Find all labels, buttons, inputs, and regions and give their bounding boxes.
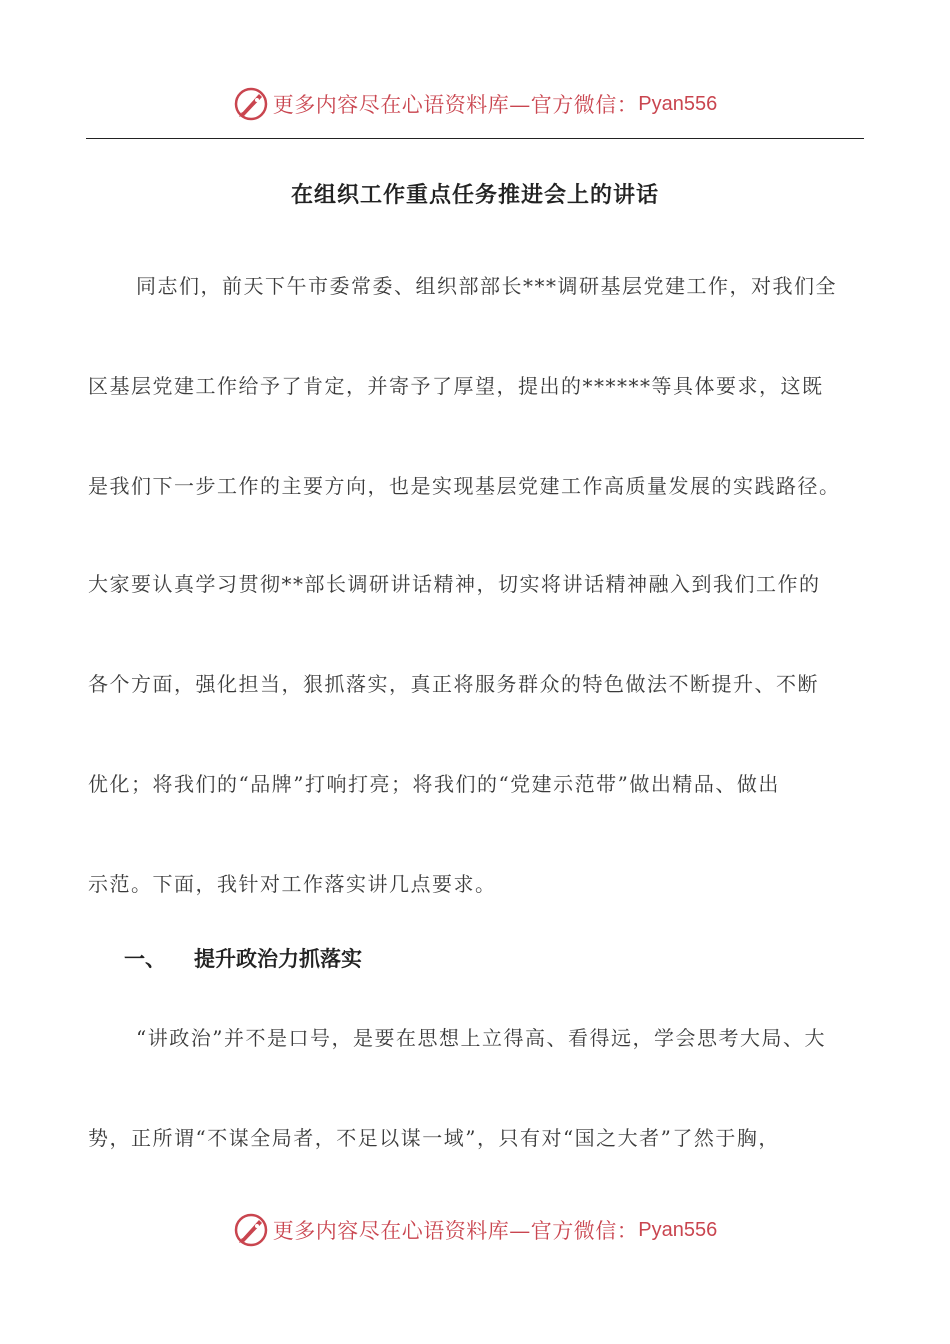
paragraph-line: 各个方面，强化担当，狠抓落实，真正将服务群众的特色做法不断提升、不断	[88, 672, 819, 696]
wechat-id: Pyan556	[638, 92, 718, 115]
paragraph-line: 区基层党建工作给予了肯定，并寄予了厚望，提出的******等具体要求，这既	[88, 374, 824, 398]
paragraph-line: 优化；将我们的“品牌”打响打亮；将我们的“党建示范带”做出精品、做出	[88, 772, 780, 796]
document-title: 在组织工作重点任务推进会上的讲话	[290, 182, 659, 208]
pen-logo-icon	[233, 86, 269, 122]
section-title: 提升政治力抓落实	[194, 946, 362, 971]
section-number: 一、	[124, 946, 166, 971]
header-rule	[86, 138, 864, 139]
section-heading	[124, 944, 362, 974]
paragraph-line: 是我们下一步工作的主要方向，也是实现基层党建工作高质量发展的实践路径。	[88, 474, 841, 498]
wechat-id: Pyan556	[638, 1218, 718, 1241]
paragraph-line: 势，正所谓“不谋全局者，不足以谋一域”，只有对“国之大者”了然于胸，	[88, 1126, 780, 1150]
paragraph-line: 示范。下面，我针对工作落实讲几点要求。	[88, 872, 497, 896]
banner-text: 更多内容尽在心语资料库—官方微信：	[272, 1219, 639, 1243]
banner-text: 更多内容尽在心语资料库—官方微信：	[272, 93, 639, 117]
header-banner	[0, 84, 950, 124]
paragraph-line: 大家要认真学习贯彻**部长调研讲话精神，切实将讲话精神融入到我们工作的	[88, 572, 821, 596]
paragraph-line: “讲政治”并不是口号，是要在思想上立得高、看得远，学会思考大局、大	[136, 1026, 826, 1050]
footer-banner	[0, 1210, 950, 1250]
paragraph-line: 同志们，前天下午市委常委、组织部部长***调研基层党建工作，对我们全	[136, 274, 837, 298]
pen-logo-icon	[233, 1212, 269, 1248]
